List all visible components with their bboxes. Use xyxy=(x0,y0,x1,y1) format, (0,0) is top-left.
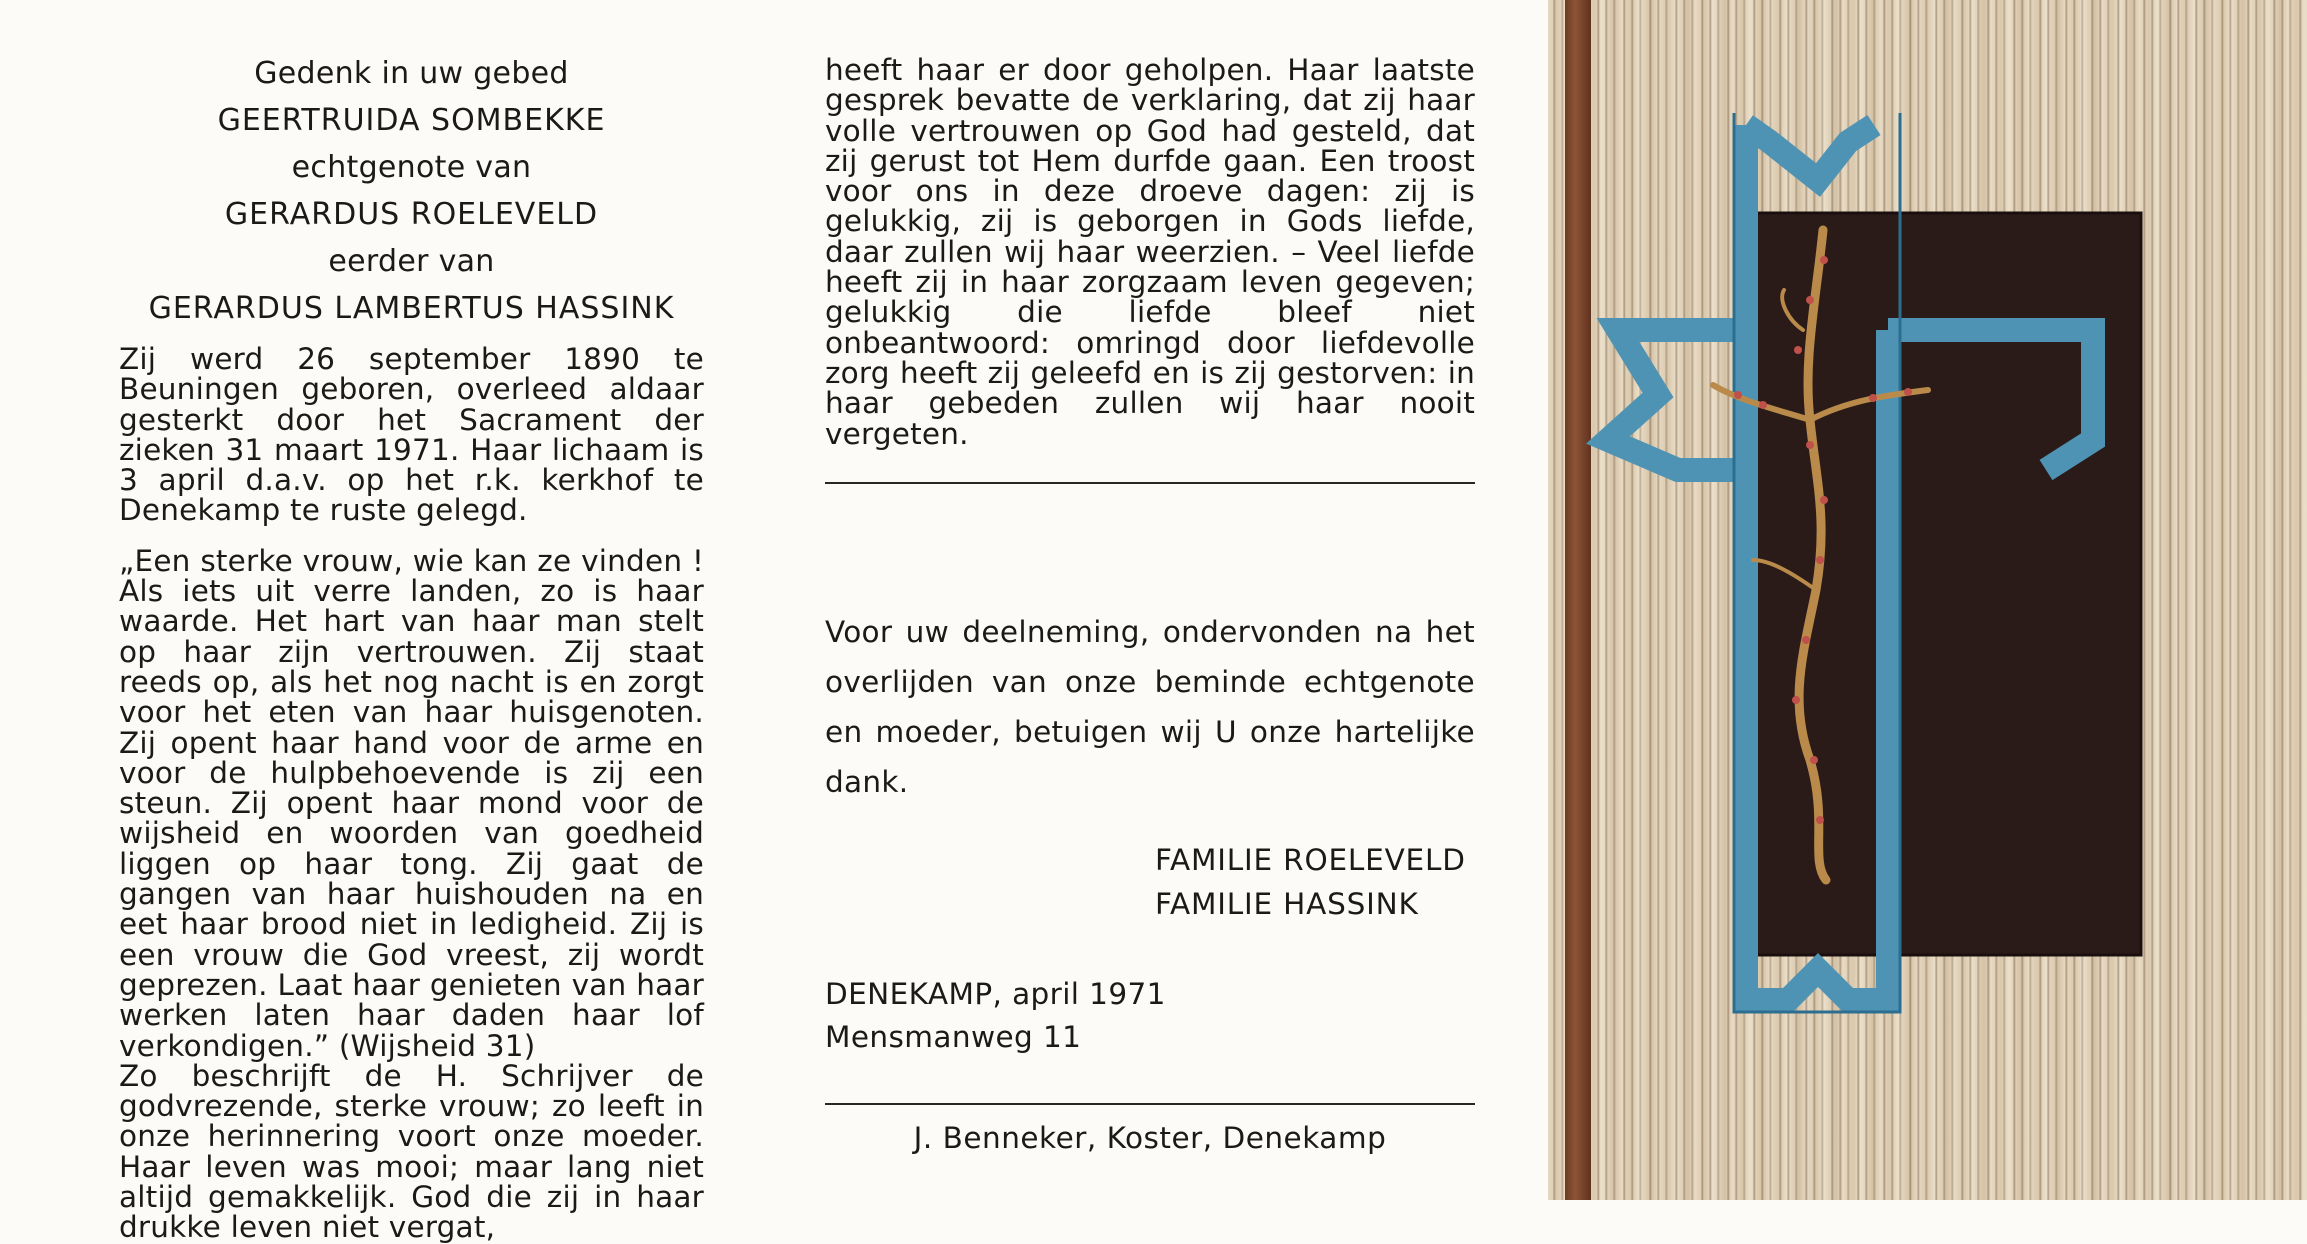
left-page xyxy=(0,0,800,1244)
place-date: DENEKAMP, april 1971 xyxy=(825,977,1166,1011)
divider-line-bottom xyxy=(825,1103,1475,1105)
memory-paragraph: Zo beschrijft de H. Schrijver de godvrezende, sterke vrouw; zo leeft in onze herinnering voort onze moeder. Haar leven was mooi; maar lang niet altijd gemakkelijk. God die zij in haar drukke leven niet vergat, xyxy=(119,1058,704,1244)
cross-with-thorn-branch-icon xyxy=(1548,0,2307,1200)
middle-text-column xyxy=(825,55,1475,449)
former-spouse-intro: eerder van xyxy=(328,244,495,279)
printer-credit: J. Benneker, Koster, Denekamp xyxy=(913,1121,1387,1155)
prayer-line: Gedenk in uw gebed xyxy=(254,56,569,91)
middle-page xyxy=(800,0,1548,1200)
thanks-paragraph: Voor uw deelneming, ondervonden na het overlijden van onze beminde echtgenote en moeder, betuigen wij U onze hartelijke dank. xyxy=(825,615,1475,799)
first-husband-name: GERARDUS LAMBERTUS HASSINK xyxy=(148,291,675,326)
scripture-quote: „Een sterke vrouw, wie kan ze vinden ! Als iets uit verre landen, zo is haar waarde. Het hart van haar man stelt op haar zijn vertrouwen. Zij staat reeds op, als het nog nacht is en zorgt voor het eten van haar huisgenoten. Zij opent haar hand voor de arme en voor de hulpbehoevende is zij een steun. Zij opent haar mond voor de wijsheid en woorden van goedheid liggen op haar tong. Zij gaat de gangen van haar huishouden na en eet haar brood niet in ledigheid. Zij is een vrouw die God vreest, zij wordt geprezen. Laat haar genieten van haar werken laten haar daden haar lof verkondigen.” (Wijsheid 31) xyxy=(119,543,704,1063)
family-signatures xyxy=(1155,838,1466,926)
left-text-column xyxy=(119,50,704,1243)
memorial-heading xyxy=(119,50,704,332)
deceased-name: GEERTRUIDA SOMBEKKE xyxy=(217,103,606,138)
spouse-intro: echtgenote van xyxy=(291,150,532,185)
place-and-address xyxy=(825,973,1166,1059)
divider-line xyxy=(825,482,1475,484)
biography-paragraph: Zij werd 26 september 1890 te Beuningen geboren, overleed aldaar gesterkt door het Sacrament der zieken 31 maart 1971. Haar lichaam is 3 april d.a.v. op het r.k. kerkhof te Denekamp te ruste gelegd. xyxy=(119,342,704,528)
signature-roeleveld: FAMILIE ROELEVELD xyxy=(1155,843,1466,877)
husband-name: GERARDUS ROELEVELD xyxy=(224,197,599,232)
continuation-paragraph: heeft haar er door geholpen. Haar laatste gesprek bevatte de verklaring, dat zij haar volle vertrouwen op God had gesteld, dat zij gerust tot Hem durfde gaan. Een troost voor ons in deze droeve dagen: zij is gelukkig, zij is geborgen in Gods liefde, daar zullen wij haar weerzien. – Veel liefde heeft zij in haar zorgzaam leven gegeven; gelukkig die liefde bleef niet onbeantwoord: omringd door liefdevolle zorg heeft zij geleefd en is zij gestorven: in haar gebeden zullen wij haar nooit vergeten. xyxy=(825,53,1475,451)
address: Mensmanweg 11 xyxy=(825,1020,1082,1054)
cross-illustration xyxy=(1548,0,2307,1200)
signature-hassink: FAMILIE HASSINK xyxy=(1155,887,1419,921)
